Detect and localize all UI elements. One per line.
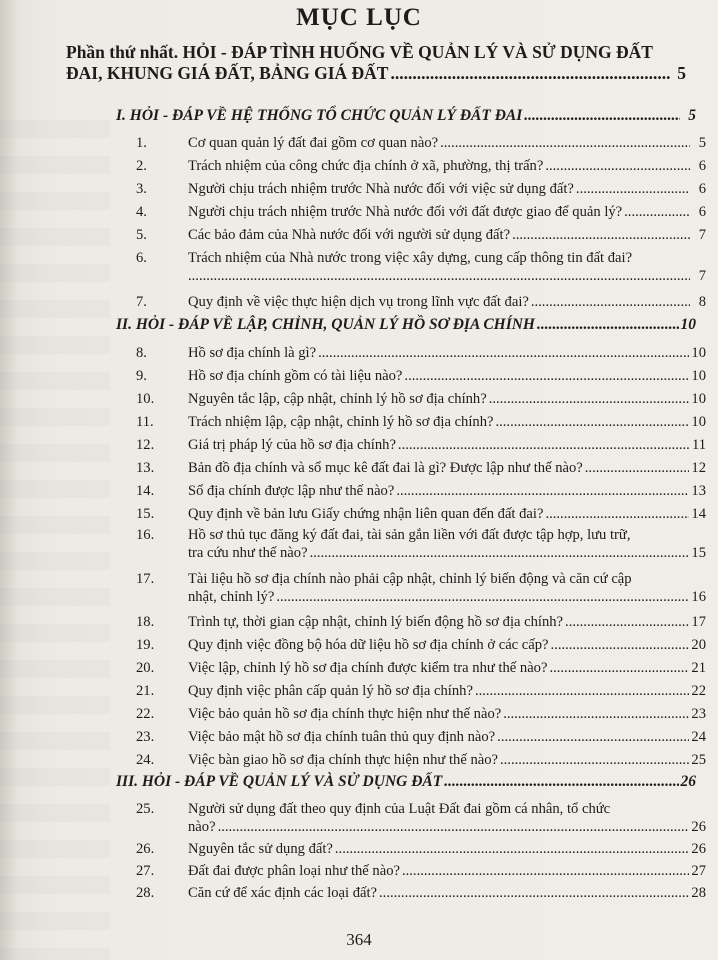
toc-item-1[interactable] bbox=[136, 134, 706, 152]
item-text: Trình tự, thời gian cập nhật, chỉnh lý biến động hồ sơ địa chính? bbox=[188, 614, 564, 630]
item-page: 25 bbox=[691, 752, 706, 768]
page-number: 364 bbox=[346, 930, 372, 949]
item-text: Việc bàn giao hồ sơ địa chính thực hiện như thế nào? bbox=[188, 752, 498, 768]
leader-dots bbox=[565, 613, 689, 631]
item-number: 15. bbox=[136, 506, 155, 522]
toc-item-23[interactable] bbox=[136, 728, 706, 746]
item-text: Đất đai được phân loại như thế nào? bbox=[188, 863, 400, 879]
leader-dots bbox=[398, 436, 690, 454]
leader-dots bbox=[276, 588, 689, 606]
item-text: Tài liệu hồ sơ địa chính nào phải cập nhật, chỉnh lý biến động và căn cứ cập bbox=[188, 571, 632, 587]
item-text-continued: tra cứu như thế nào? bbox=[188, 545, 308, 561]
leader-dots bbox=[503, 705, 689, 723]
item-text: Căn cứ để xác định các loại đất? bbox=[188, 885, 378, 901]
part-heading bbox=[66, 42, 686, 84]
item-number: 22. bbox=[136, 706, 155, 722]
leader-dots bbox=[576, 180, 690, 198]
page-title: MỤC LỤC bbox=[296, 4, 422, 31]
item-page: 22 bbox=[691, 683, 706, 699]
item-number: 9. bbox=[136, 368, 147, 384]
item-text: Người sử dụng đất theo quy định của Luật Đất đai gồm cá nhân, tổ chức bbox=[188, 801, 611, 817]
item-text: Việc lập, chỉnh lý hồ sơ địa chính được kiểm tra như thế nào? bbox=[188, 660, 548, 676]
leader-dots bbox=[624, 203, 690, 221]
leader-dots bbox=[310, 544, 690, 562]
item-page: 10 bbox=[691, 345, 706, 361]
item-number: 2. bbox=[136, 158, 147, 174]
leader-dots bbox=[404, 367, 689, 385]
item-continuation bbox=[188, 267, 706, 285]
item-number: 7. bbox=[136, 294, 147, 310]
item-page: 10 bbox=[691, 414, 706, 430]
item-text: Hồ sơ địa chính là gì? bbox=[188, 345, 317, 361]
leader-dots bbox=[495, 413, 689, 431]
item-text: Người chịu trách nhiệm trước Nhà nước đối với đất được giao để quản lý? bbox=[188, 204, 623, 220]
toc-item-5[interactable] bbox=[136, 226, 706, 244]
toc-item-9[interactable] bbox=[136, 367, 706, 385]
part-heading-line2-row bbox=[66, 63, 686, 84]
part-heading-line1: Phần thứ nhất. HỎI - ĐÁP TÌNH HUỐNG VỀ QUẢN LÝ VÀ SỬ DỤNG ĐẤT bbox=[66, 42, 653, 62]
toc-item-11[interactable] bbox=[136, 413, 706, 431]
item-text: Người chịu trách nhiệm trước Nhà nước đối với việc sử dụng đất? bbox=[188, 181, 574, 197]
section-label: II. HỎI - ĐÁP VỀ LẬP, CHỈNH, QUẢN LÝ HỒ SƠ ĐỊA CHÍNH bbox=[116, 316, 535, 333]
toc-item-22[interactable] bbox=[136, 705, 706, 723]
item-number: 16. bbox=[136, 527, 155, 543]
leader-dots bbox=[396, 482, 689, 500]
item-text: Trách nhiệm của công chức địa chính ở xã, phường, thị trấn? bbox=[188, 158, 544, 174]
item-page: 7 bbox=[698, 268, 706, 284]
item-page: 10 bbox=[691, 391, 706, 407]
item-page: 14 bbox=[691, 506, 706, 522]
toc-item-15[interactable] bbox=[136, 505, 706, 523]
item-number: 13. bbox=[136, 460, 155, 476]
item-number: 21. bbox=[136, 683, 155, 699]
leader-dots bbox=[545, 505, 689, 523]
toc-item-2[interactable] bbox=[136, 157, 706, 175]
toc-section-2[interactable] bbox=[116, 316, 696, 334]
item-number: 6. bbox=[136, 250, 147, 266]
item-continuation bbox=[188, 588, 706, 606]
leader-dots bbox=[335, 840, 690, 858]
item-text: Nguyên tắc sử dụng đất? bbox=[188, 841, 333, 857]
item-number: 23. bbox=[136, 729, 155, 745]
leader-dots bbox=[318, 344, 689, 362]
toc-item-7[interactable] bbox=[136, 293, 706, 311]
bleed-through-shadow bbox=[0, 120, 110, 960]
item-page: 5 bbox=[698, 135, 706, 151]
toc-item-10[interactable] bbox=[136, 390, 706, 408]
item-number: 18. bbox=[136, 614, 155, 630]
item-number: 4. bbox=[136, 204, 147, 220]
item-number: 28. bbox=[136, 885, 155, 901]
leader-dots bbox=[379, 884, 689, 902]
leader-dots bbox=[402, 862, 689, 880]
toc-item-25[interactable] bbox=[188, 800, 706, 836]
leader-dots bbox=[188, 267, 690, 285]
item-page: 6 bbox=[698, 204, 706, 220]
item-number: 10. bbox=[136, 391, 155, 407]
item-number: 11. bbox=[136, 414, 154, 430]
item-number: 5. bbox=[136, 227, 147, 243]
item-text-continued: nhật, chỉnh lý? bbox=[188, 589, 275, 605]
toc-item-6[interactable] bbox=[188, 249, 706, 285]
item-page: 23 bbox=[691, 706, 706, 722]
item-page: 13 bbox=[691, 483, 706, 499]
item-number: 19. bbox=[136, 637, 155, 653]
item-number: 14. bbox=[136, 483, 155, 499]
leader-dots bbox=[585, 459, 690, 477]
toc-item-28[interactable] bbox=[136, 884, 706, 902]
item-page: 17 bbox=[691, 614, 706, 630]
leader-dots bbox=[497, 728, 689, 746]
toc-item-19[interactable] bbox=[136, 636, 706, 654]
toc-item-21[interactable] bbox=[136, 682, 706, 700]
leader-dots bbox=[444, 773, 678, 791]
toc-item-14[interactable] bbox=[136, 482, 706, 500]
leader-dots bbox=[524, 107, 680, 125]
part-heading-line2: ĐAI, KHUNG GIÁ ĐẤT, BẢNG GIÁ ĐẤT bbox=[66, 63, 389, 83]
leader-dots bbox=[440, 134, 690, 152]
item-text: Quy định về bản lưu Giấy chứng nhận liên quan đến đất đai? bbox=[188, 506, 544, 522]
item-page: 20 bbox=[691, 637, 706, 653]
leader-dots bbox=[545, 157, 690, 175]
toc-section-1[interactable] bbox=[116, 107, 696, 125]
toc-item-13[interactable] bbox=[136, 459, 706, 477]
item-text: Quy định việc phân cấp quản lý hồ sơ địa chính? bbox=[188, 683, 473, 699]
item-text: Quy định về việc thực hiện dịch vụ trong lĩnh vực đất đai? bbox=[188, 294, 529, 310]
item-page: 11 bbox=[691, 437, 706, 453]
toc-item-3[interactable] bbox=[136, 180, 706, 198]
item-text: Trách nhiệm của Nhà nước trong việc xây dựng, cung cấp thông tin đất đai? bbox=[188, 250, 633, 266]
item-text: Hồ sơ thủ tục đăng ký đất đai, tài sản gắn liền với đất được tập hợp, lưu trữ, bbox=[188, 527, 631, 543]
section-label: III. HỎI - ĐÁP VỀ QUẢN LÝ VÀ SỬ DỤNG ĐẤT bbox=[116, 773, 443, 790]
toc-section-3[interactable] bbox=[116, 773, 696, 791]
item-page: 15 bbox=[691, 545, 706, 561]
item-page: 16 bbox=[691, 589, 706, 605]
item-page: 28 bbox=[691, 885, 706, 901]
item-text: Hồ sơ địa chính gồm có tài liệu nào? bbox=[188, 368, 403, 384]
item-page: 26 bbox=[691, 841, 706, 857]
item-page: 27 bbox=[691, 863, 706, 879]
item-page: 21 bbox=[691, 660, 706, 676]
item-continuation bbox=[188, 544, 706, 562]
item-text: Bản đồ địa chính và sổ mục kê đất đai là gì? Được lập như thế nào? bbox=[188, 460, 583, 476]
item-number: 27. bbox=[136, 863, 155, 879]
item-number: 12. bbox=[136, 437, 155, 453]
item-continuation bbox=[188, 818, 706, 836]
leader-dots bbox=[512, 226, 690, 244]
leader-dots bbox=[549, 659, 689, 677]
item-page: 6 bbox=[698, 181, 706, 197]
item-text: Việc bảo quản hồ sơ địa chính thực hiện như thế nào? bbox=[188, 706, 502, 722]
item-page: 26 bbox=[691, 819, 706, 835]
toc-item-24[interactable] bbox=[136, 751, 706, 769]
item-number: 8. bbox=[136, 345, 147, 361]
toc-item-16[interactable] bbox=[188, 526, 706, 562]
item-text: Giá trị pháp lý của hồ sơ địa chính? bbox=[188, 437, 396, 453]
item-page: 7 bbox=[698, 227, 706, 243]
section-page: 26 bbox=[680, 773, 696, 790]
item-text-continued: nào? bbox=[188, 819, 216, 835]
toc-item-26[interactable] bbox=[136, 840, 706, 858]
section-page: 5 bbox=[688, 107, 696, 124]
leader-dots bbox=[531, 293, 690, 311]
section-label: I. HỎI - ĐÁP VỀ HỆ THỐNG TỔ CHỨC QUẢN LÝ ĐẤT ĐAI bbox=[116, 107, 523, 124]
part-page-number: 5 bbox=[677, 63, 686, 83]
leader-dots bbox=[500, 751, 689, 769]
leader-dots bbox=[537, 316, 679, 334]
toc-item-27[interactable] bbox=[136, 862, 706, 880]
leader-dots bbox=[475, 682, 689, 700]
item-page: 6 bbox=[698, 158, 706, 174]
item-page: 8 bbox=[698, 294, 706, 310]
item-number: 26. bbox=[136, 841, 155, 857]
item-page: 24 bbox=[691, 729, 706, 745]
item-text: Nguyên tắc lập, cập nhật, chỉnh lý hồ sơ địa chính? bbox=[188, 391, 487, 407]
toc-item-4[interactable] bbox=[136, 203, 706, 221]
section-page: 10 bbox=[680, 316, 696, 333]
item-number: 20. bbox=[136, 660, 155, 676]
item-number: 3. bbox=[136, 181, 147, 197]
item-number: 25. bbox=[136, 801, 155, 817]
leader-dots bbox=[551, 636, 690, 654]
leader-dots bbox=[218, 818, 690, 836]
item-text: Việc bảo mật hồ sơ địa chính tuân thủ quy định nào? bbox=[188, 729, 496, 745]
toc-item-20[interactable] bbox=[136, 659, 706, 677]
toc-item-12[interactable] bbox=[136, 436, 706, 454]
toc-item-18[interactable] bbox=[136, 613, 706, 631]
leader-dots bbox=[390, 63, 670, 84]
toc-item-17[interactable] bbox=[188, 570, 706, 606]
toc-item-8[interactable] bbox=[136, 344, 706, 362]
item-text: Các bảo đảm của Nhà nước đối với người sử dụng đất? bbox=[188, 227, 511, 243]
item-number: 1. bbox=[136, 135, 147, 151]
item-text: Sổ địa chính được lập như thế nào? bbox=[188, 483, 395, 499]
item-number: 17. bbox=[136, 571, 155, 587]
item-number: 24. bbox=[136, 752, 155, 768]
item-text: Cơ quan quản lý đất đai gồm cơ quan nào? bbox=[188, 135, 439, 151]
item-text: Trách nhiệm lập, cập nhật, chỉnh lý hồ sơ địa chính? bbox=[188, 414, 494, 430]
leader-dots bbox=[489, 390, 690, 408]
item-page: 10 bbox=[691, 368, 706, 384]
item-text: Quy định việc đồng bộ hóa dữ liệu hồ sơ địa chính ở các cấp? bbox=[188, 637, 549, 653]
item-page: 12 bbox=[691, 460, 706, 476]
